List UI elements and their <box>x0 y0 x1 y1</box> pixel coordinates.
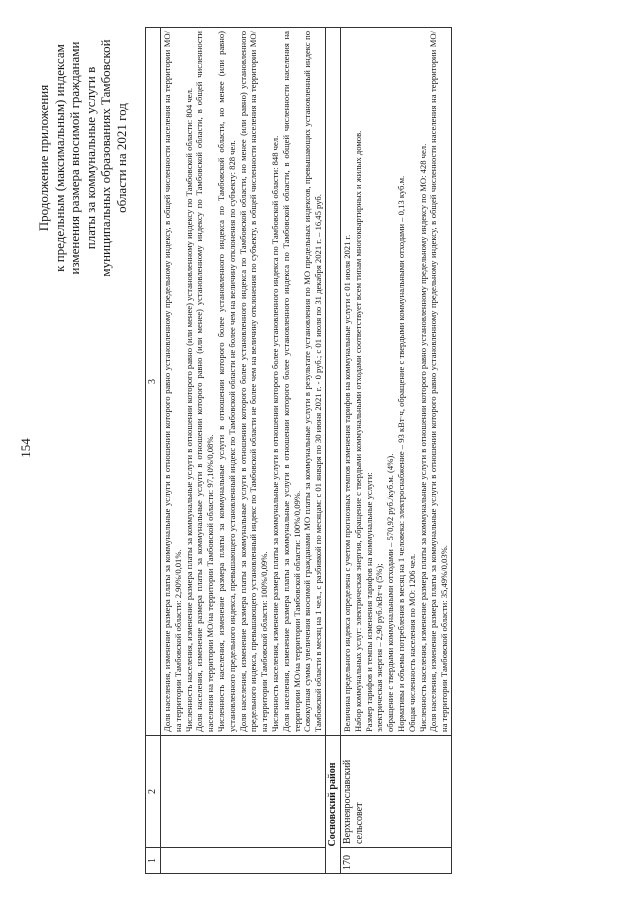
row-number-cell <box>161 848 326 874</box>
district-empty-cell <box>325 28 340 736</box>
description-paragraph: Общая численность населения по МО: 1206 чел. <box>406 553 417 732</box>
description-cell <box>161 28 326 736</box>
heading-line: области на 2021 год <box>113 103 129 213</box>
description-paragraph: обращение с твердыми коммунальными отходами – 570,92 руб./куб.м. (4%). <box>385 453 396 732</box>
municipality-name: Верхнеярославский сельсовет <box>340 736 451 848</box>
heading-line: Продолжение приложения <box>36 84 51 232</box>
description-paragraph: Доля населения, изменение размера платы за коммунальные услуги в отношении которого равно (или менее) установленному индексу по Тамбовской области, в общей численности населения на территории МО/на территории Тамбовской области: 97,10%/0,08%. <box>194 31 216 732</box>
heading-line: к предельным (максимальным) индексам <box>51 44 67 272</box>
municipality-name-cell <box>161 736 326 848</box>
district-row <box>325 28 340 874</box>
description-cell <box>340 28 451 736</box>
document-page <box>10 8 630 888</box>
description-paragraph: Численность населения, изменение размера платы за коммунальные услуги в отношении которого равно (или менее) установленному индексу по Тамбовской области: 804 чел. <box>183 87 194 732</box>
indices-table <box>145 27 452 874</box>
description-paragraph: Совокупная сумма увеличения вносимой гражданами МО платы за коммунальные услуги в результате установления по МО предельных индексов, превышающих установленный индекс по Тамбовской области в месяц на 1 чел., с разбивкой по месяцам: с 01 января по 30 июня 2021 г. - 0 руб.; с 01 июля по 31 декабря 2021 г. – 16,45 руб. <box>302 31 324 732</box>
heading-line: платы за коммунальные услуги в <box>82 66 98 250</box>
description-paragraph: Доля населения, изменение размера платы за коммунальные услуги в отношении которого более установленного индекса по Тамбовской области, но менее (или равно) установленного предельного индекса, превышающего установленный индекс по Тамбовской области не более чем на величину отклонения по субъекту, в общей численности населения на территории МО/на территории Тамбовской области: 100%/0,09%. <box>237 31 270 732</box>
description-paragraph: электрическая энергия – 2,90 руб./кВт·ч (5%); <box>374 563 385 732</box>
table-row <box>340 28 451 874</box>
description-paragraph: Набор коммунальных услуг: электрическая энергия, обращение с твердыми коммунальными отходами соответствует всем типам многоквартирных и жилых домов. <box>352 130 363 732</box>
appendix-heading <box>36 23 129 293</box>
page-number: 154 <box>18 438 33 458</box>
column-number: 2 <box>146 736 161 848</box>
column-number-row <box>146 28 161 874</box>
description-paragraph: Размер тарифов и темпы изменения тарифов на коммунальные услуги: <box>363 472 374 732</box>
description-paragraph: Численность населения, изменение размера платы за коммунальные услуги в отношении которого более установленного индекса по Тамбовской области, но менее (или равно) установленного предельного индекса, превышающего установленный индекс по Тамбовской области не более чем на величину отклонения по субъекту: 828 чел. <box>215 31 237 732</box>
column-number: 1 <box>146 848 161 874</box>
description-paragraph: Доля населения, изменение размера платы за коммунальные услуги в отношении которого равно установленному предельному индексу, в общей численности населения на территории МО/на территории Тамбовской области: 35,49%/0,03%. <box>428 31 450 732</box>
heading-line: муниципальных образованиях Тамбовской <box>98 39 113 277</box>
description-paragraph: Величина предельного индекса определена с учетом прогнозных темпов изменения тарифов на коммунальные услуги с 01 июля 2021 г. <box>341 234 352 732</box>
column-number: 3 <box>146 28 161 736</box>
table-row-continued <box>161 28 326 874</box>
row-number: 170 <box>340 848 451 874</box>
description-paragraph: Численность населения, изменение размера платы за коммунальные услуги в отношении которого более установленного индекса по Тамбовской области: 848 чел. <box>269 135 280 732</box>
description-paragraph: Доля населения, изменение размера платы за коммунальные услуги в отношении которого более установленного индекса по Тамбовской области, в общей численности населения на территории МО/на территории Тамбовской области: 100%/0,09%. <box>280 31 302 732</box>
heading-line: изменения размера вносимой гражданами <box>67 41 82 275</box>
description-paragraph: Численность населения, изменение размера платы за коммунальные услуги в отношении которого равно установленному предельному индексу по МО: 428 чел. <box>417 143 428 732</box>
district-name: Сосновский район <box>325 736 340 874</box>
description-paragraph: Доля населения, изменение размера платы за коммунальные услуги в отношении которого равно установленному предельному индексу, в общей численности населения на территории МО/на территории Тамбовской области: 2,90%/0,01%. <box>162 31 183 732</box>
description-paragraph: Нормативы и объемы потребления в месяц на 1 человека: электроснабжение – 93 кВт·ч, обращение с твердыми коммунальными отходами – 0,13 куб.м. <box>395 175 406 732</box>
